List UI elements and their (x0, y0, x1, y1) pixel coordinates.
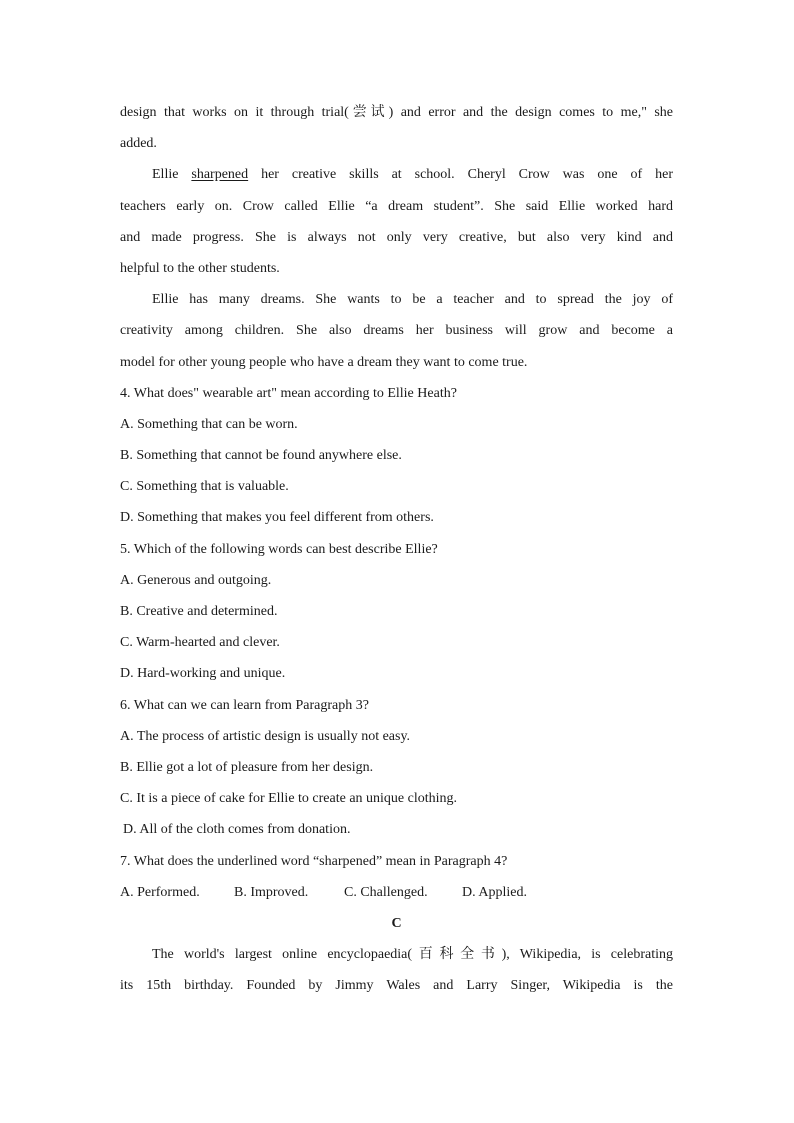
answer-option: B. Improved. (234, 884, 309, 900)
passage-line: model for other young people who have a dream they want to come true. (120, 354, 528, 370)
passage-line: Ellie has many dreams. She wants to be a teacher and to spread the joy of (152, 292, 673, 308)
answer-option: B. Creative and determined. (120, 604, 278, 619)
answer-option: C. Something that is valuable. (120, 479, 289, 495)
answer-option: A. The process of artistic design is usually not easy. (120, 728, 411, 744)
answer-options-row (120, 877, 673, 908)
answer-option: C. It is a piece of cake for Ellie to create an unique clothing. (120, 791, 458, 807)
answer-option: C. Challenged. (344, 884, 428, 900)
text-span: her creative skills at school. Cheryl Crow was one of her (248, 167, 673, 183)
passage-line: and made progress. She is always not only very creative, but also very kind and (120, 229, 673, 245)
answer-option: A. Something that can be worn. (120, 416, 298, 432)
answer-option: A. Performed. (120, 884, 200, 900)
passage-line: teachers early on. Crow called Ellie “a dream student”. She said Ellie worked hard (120, 198, 673, 214)
answer-option: D. Something that makes you feel different from others. (120, 510, 434, 526)
answer-option: D. Hard-working and unique. (120, 666, 286, 682)
passage-line: its 15th birthday. Founded by Jimmy Wales and Larry Singer, Wikipedia is the (120, 978, 673, 994)
text-span: Ellie (152, 167, 192, 183)
answer-option: D. Applied. (462, 884, 527, 900)
underlined-word: sharpened (191, 167, 249, 183)
answer-option: B. Something that cannot be found anywhere else. (120, 448, 402, 464)
answer-option: A. Generous and outgoing. (120, 572, 272, 588)
passage-line: The world's largest online encyclopaedia(百科全书), Wikipedia, is celebrating (152, 947, 673, 963)
question-stem: 4. What does" wearable art" mean according to Ellie Heath? (120, 385, 457, 401)
question-stem: 6. What can we can learn from Paragraph 3? (120, 697, 369, 713)
passage-line: helpful to the other students. (120, 260, 280, 276)
page-content (120, 97, 673, 1001)
passage-line: creativity among children. She also dreams her business will grow and become a (120, 323, 673, 339)
answer-option: C. Warm-hearted and clever. (120, 635, 280, 651)
question-stem: 5. Which of the following words can best describe Ellie? (120, 541, 438, 557)
passage-line: design that works on it through trial(尝试) and error and the design comes to me," she (120, 105, 673, 120)
answer-option: B. Ellie got a lot of pleasure from her design. (120, 759, 374, 775)
answer-option: D. All of the cloth comes from donation. (123, 822, 351, 838)
paragraph-line (120, 159, 673, 190)
section-heading: C (391, 915, 402, 931)
question-stem: 7. What does the underlined word “sharpened” mean in Paragraph 4? (120, 853, 508, 869)
passage-line: added. (120, 136, 157, 152)
